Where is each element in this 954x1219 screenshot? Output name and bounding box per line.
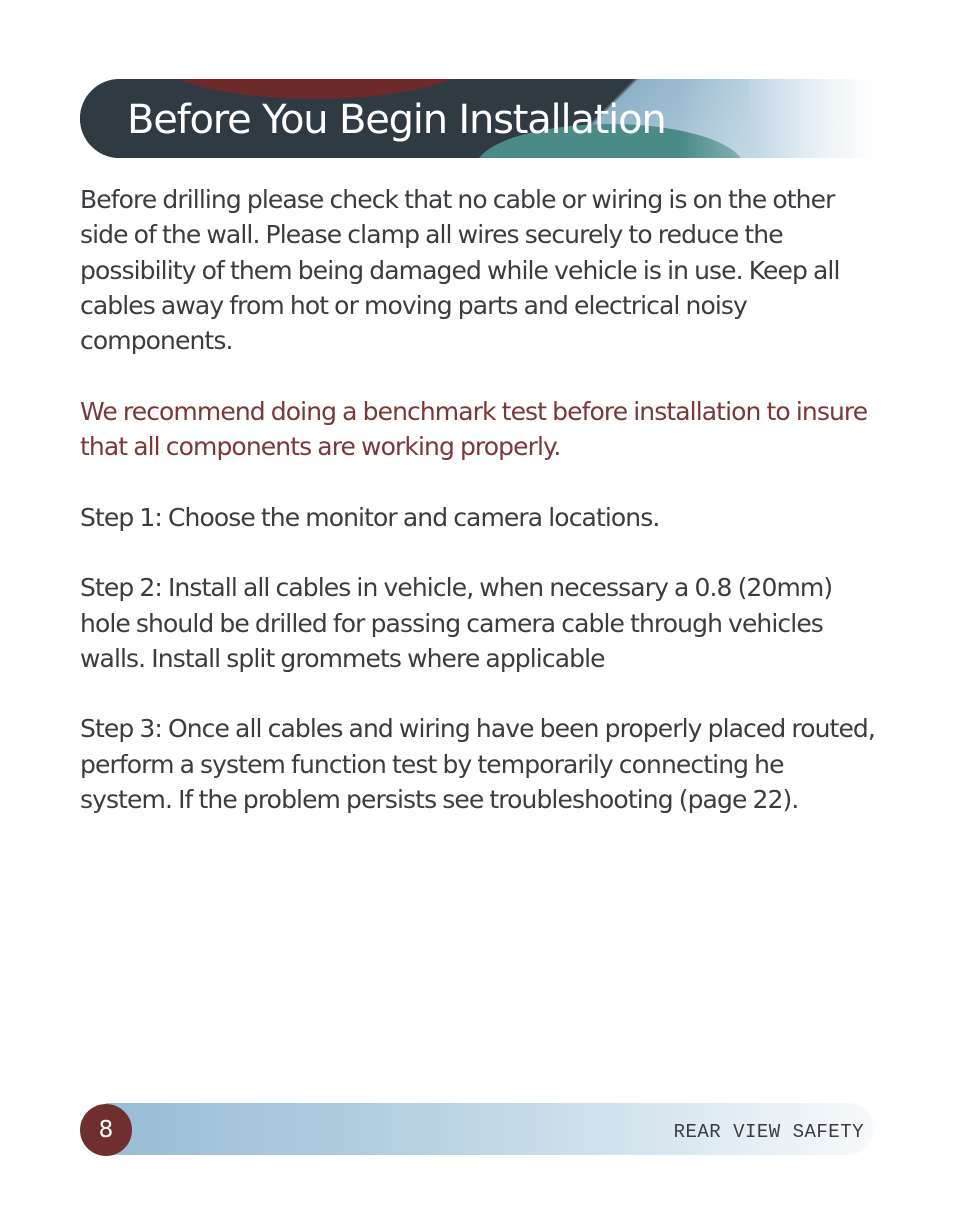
footer-brand: REAR VIEW SAFETY	[673, 1121, 864, 1143]
step-2-paragraph: Step 2: Install all cables in vehicle, when necessary a 0.8 (20mm) hole should be drilled for passing camera cable through vehicles walls. Install split grommets where applicable	[80, 573, 833, 673]
page-number-badge	[80, 1104, 132, 1156]
step-1-paragraph: Step 1: Choose the monitor and camera locations.	[80, 502, 660, 532]
intro-paragraph: Before drilling please check that no cable or wiring is on the other side of the wall. Please clamp all wires securely to reduce the possibility of them being damaged while vehicle is in use. Keep all cables away from hot or moving parts and electrical noisy components.	[80, 185, 840, 356]
page-title: Before You Begin Installation	[127, 97, 666, 143]
page-content	[80, 182, 880, 853]
page-number: 8	[98, 1117, 114, 1143]
recommendation-paragraph: We recommend doing a benchmark test before installation to insure that all components are working properly.	[80, 396, 868, 462]
step-3-paragraph: Step 3: Once all cables and wiring have been properly placed routed, perform a system function test by temporarily connecting he system. If the problem persists see troubleshooting (page 22).	[80, 714, 875, 815]
header-fade	[680, 79, 877, 158]
